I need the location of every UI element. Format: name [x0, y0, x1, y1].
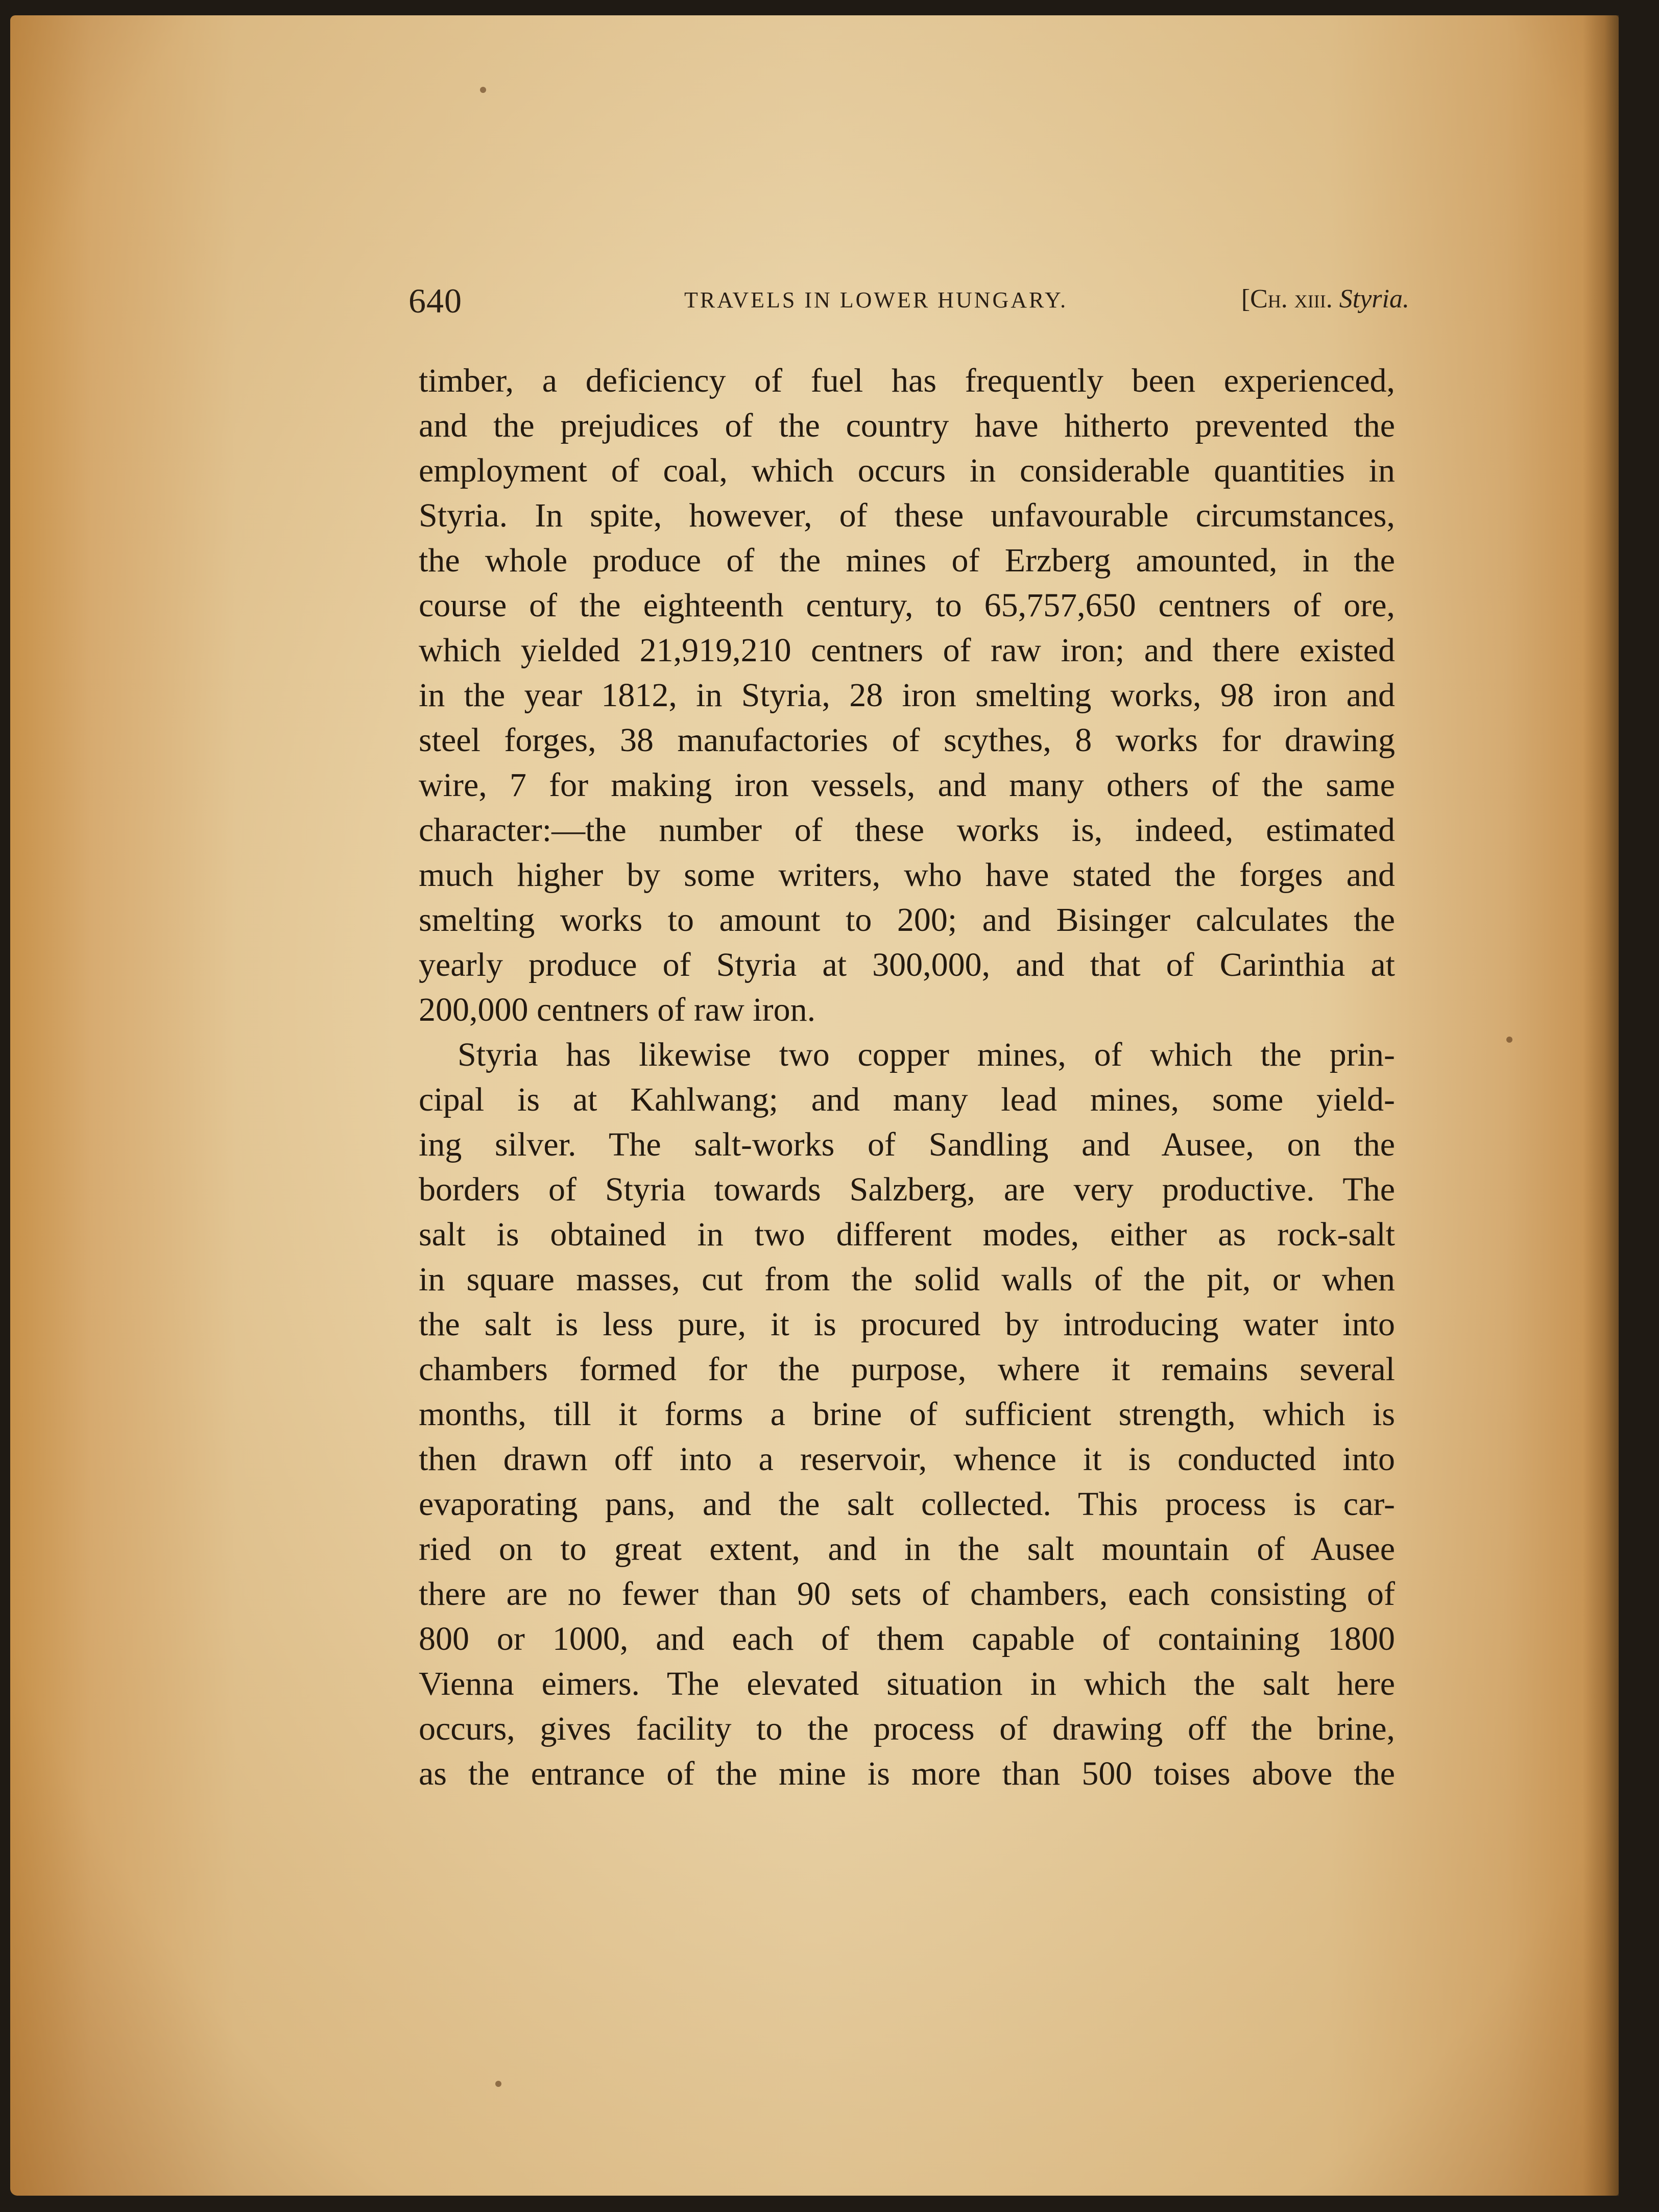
- text-line: much higher by some writers, who have stated the forges and: [419, 856, 1395, 894]
- paper-speck: [495, 2081, 501, 2087]
- running-title: TRAVELS IN LOWER HUNGARY.: [684, 287, 1068, 312]
- text-line: employment of coal, which occurs in considerable quantities in: [419, 452, 1395, 489]
- text-line: cipal is at Kahlwang; and many lead mines, some yield-: [419, 1081, 1395, 1118]
- book-page: [10, 15, 1619, 2196]
- text-line: evaporating pans, and the salt collected. This process is car-: [419, 1485, 1395, 1523]
- body-text: [419, 358, 1395, 1796]
- chapter-number: [Ch. xiii.: [1241, 284, 1333, 314]
- text-line: character:—the number of these works is, indeed, estimated: [419, 811, 1395, 849]
- text-line: there are no fewer than 90 sets of chambers, each consisting of: [419, 1575, 1395, 1613]
- text-line: Styria. In spite, however, of these unfavourable circumstances,: [419, 497, 1395, 534]
- running-header: [398, 281, 1409, 327]
- text-line: salt is obtained in two different modes, either as rock-salt: [419, 1216, 1395, 1253]
- chapter-subject: Styria.: [1339, 284, 1409, 314]
- text-line: months, till it forms a brine of sufficient strength, which is: [419, 1396, 1395, 1433]
- paragraph-start-line: Styria has likewise two copper mines, of which the prin-: [458, 1036, 1395, 1073]
- text-line: then drawn off into a reservoir, whence it is conducted into: [419, 1440, 1395, 1478]
- text-line: wire, 7 for making iron vessels, and many others of the same: [419, 766, 1395, 804]
- text-line: borders of Styria towards Salzberg, are very productive. The: [419, 1171, 1395, 1208]
- text-line: 800 or 1000, and each of them capable of containing 1800: [419, 1620, 1395, 1657]
- text-line: and the prejudices of the country have hitherto prevented the: [419, 407, 1395, 444]
- text-line: in the year 1812, in Styria, 28 iron smelting works, 98 iron and: [419, 677, 1395, 714]
- text-line: the salt is less pure, it is procured by introducing water into: [419, 1306, 1395, 1343]
- text-line: ried on to great extent, and in the salt mountain of Ausee: [419, 1530, 1395, 1568]
- text-line: timber, a deficiency of fuel has frequently been experienced,: [419, 362, 1395, 399]
- paper-speck: [480, 87, 486, 93]
- paper-speck: [1506, 1037, 1512, 1043]
- text-line: occurs, gives facility to the process of drawing off the brine,: [419, 1710, 1395, 1747]
- text-line: course of the eighteenth century, to 65,757,650 centners of ore,: [419, 587, 1395, 624]
- page-number: 640: [408, 281, 462, 320]
- text-line: in square masses, cut from the solid walls of the pit, or when: [419, 1261, 1395, 1298]
- text-line: yearly produce of Styria at 300,000, and that of Carinthia at: [419, 946, 1395, 983]
- text-line: as the entrance of the mine is more than 500 toises above the: [419, 1755, 1395, 1792]
- paragraph-end-line: 200,000 centners of raw iron.: [419, 991, 816, 1028]
- text-line: which yielded 21,919,210 centners of raw iron; and there existed: [419, 632, 1395, 669]
- page-edge-shadow: [1583, 15, 1619, 2196]
- chapter-reference: [1241, 284, 1409, 314]
- text-line: steel forges, 38 manufactories of scythes, 8 works for drawing: [419, 722, 1395, 759]
- text-line: the whole produce of the mines of Erzberg amounted, in the: [419, 542, 1395, 579]
- text-line: chambers formed for the purpose, where it remains several: [419, 1351, 1395, 1388]
- text-line: Vienna eimers. The elevated situation in which the salt here: [419, 1665, 1395, 1702]
- text-line: ing silver. The salt-works of Sandling and Ausee, on the: [419, 1126, 1395, 1163]
- text-line: smelting works to amount to 200; and Bisinger calculates the: [419, 901, 1395, 939]
